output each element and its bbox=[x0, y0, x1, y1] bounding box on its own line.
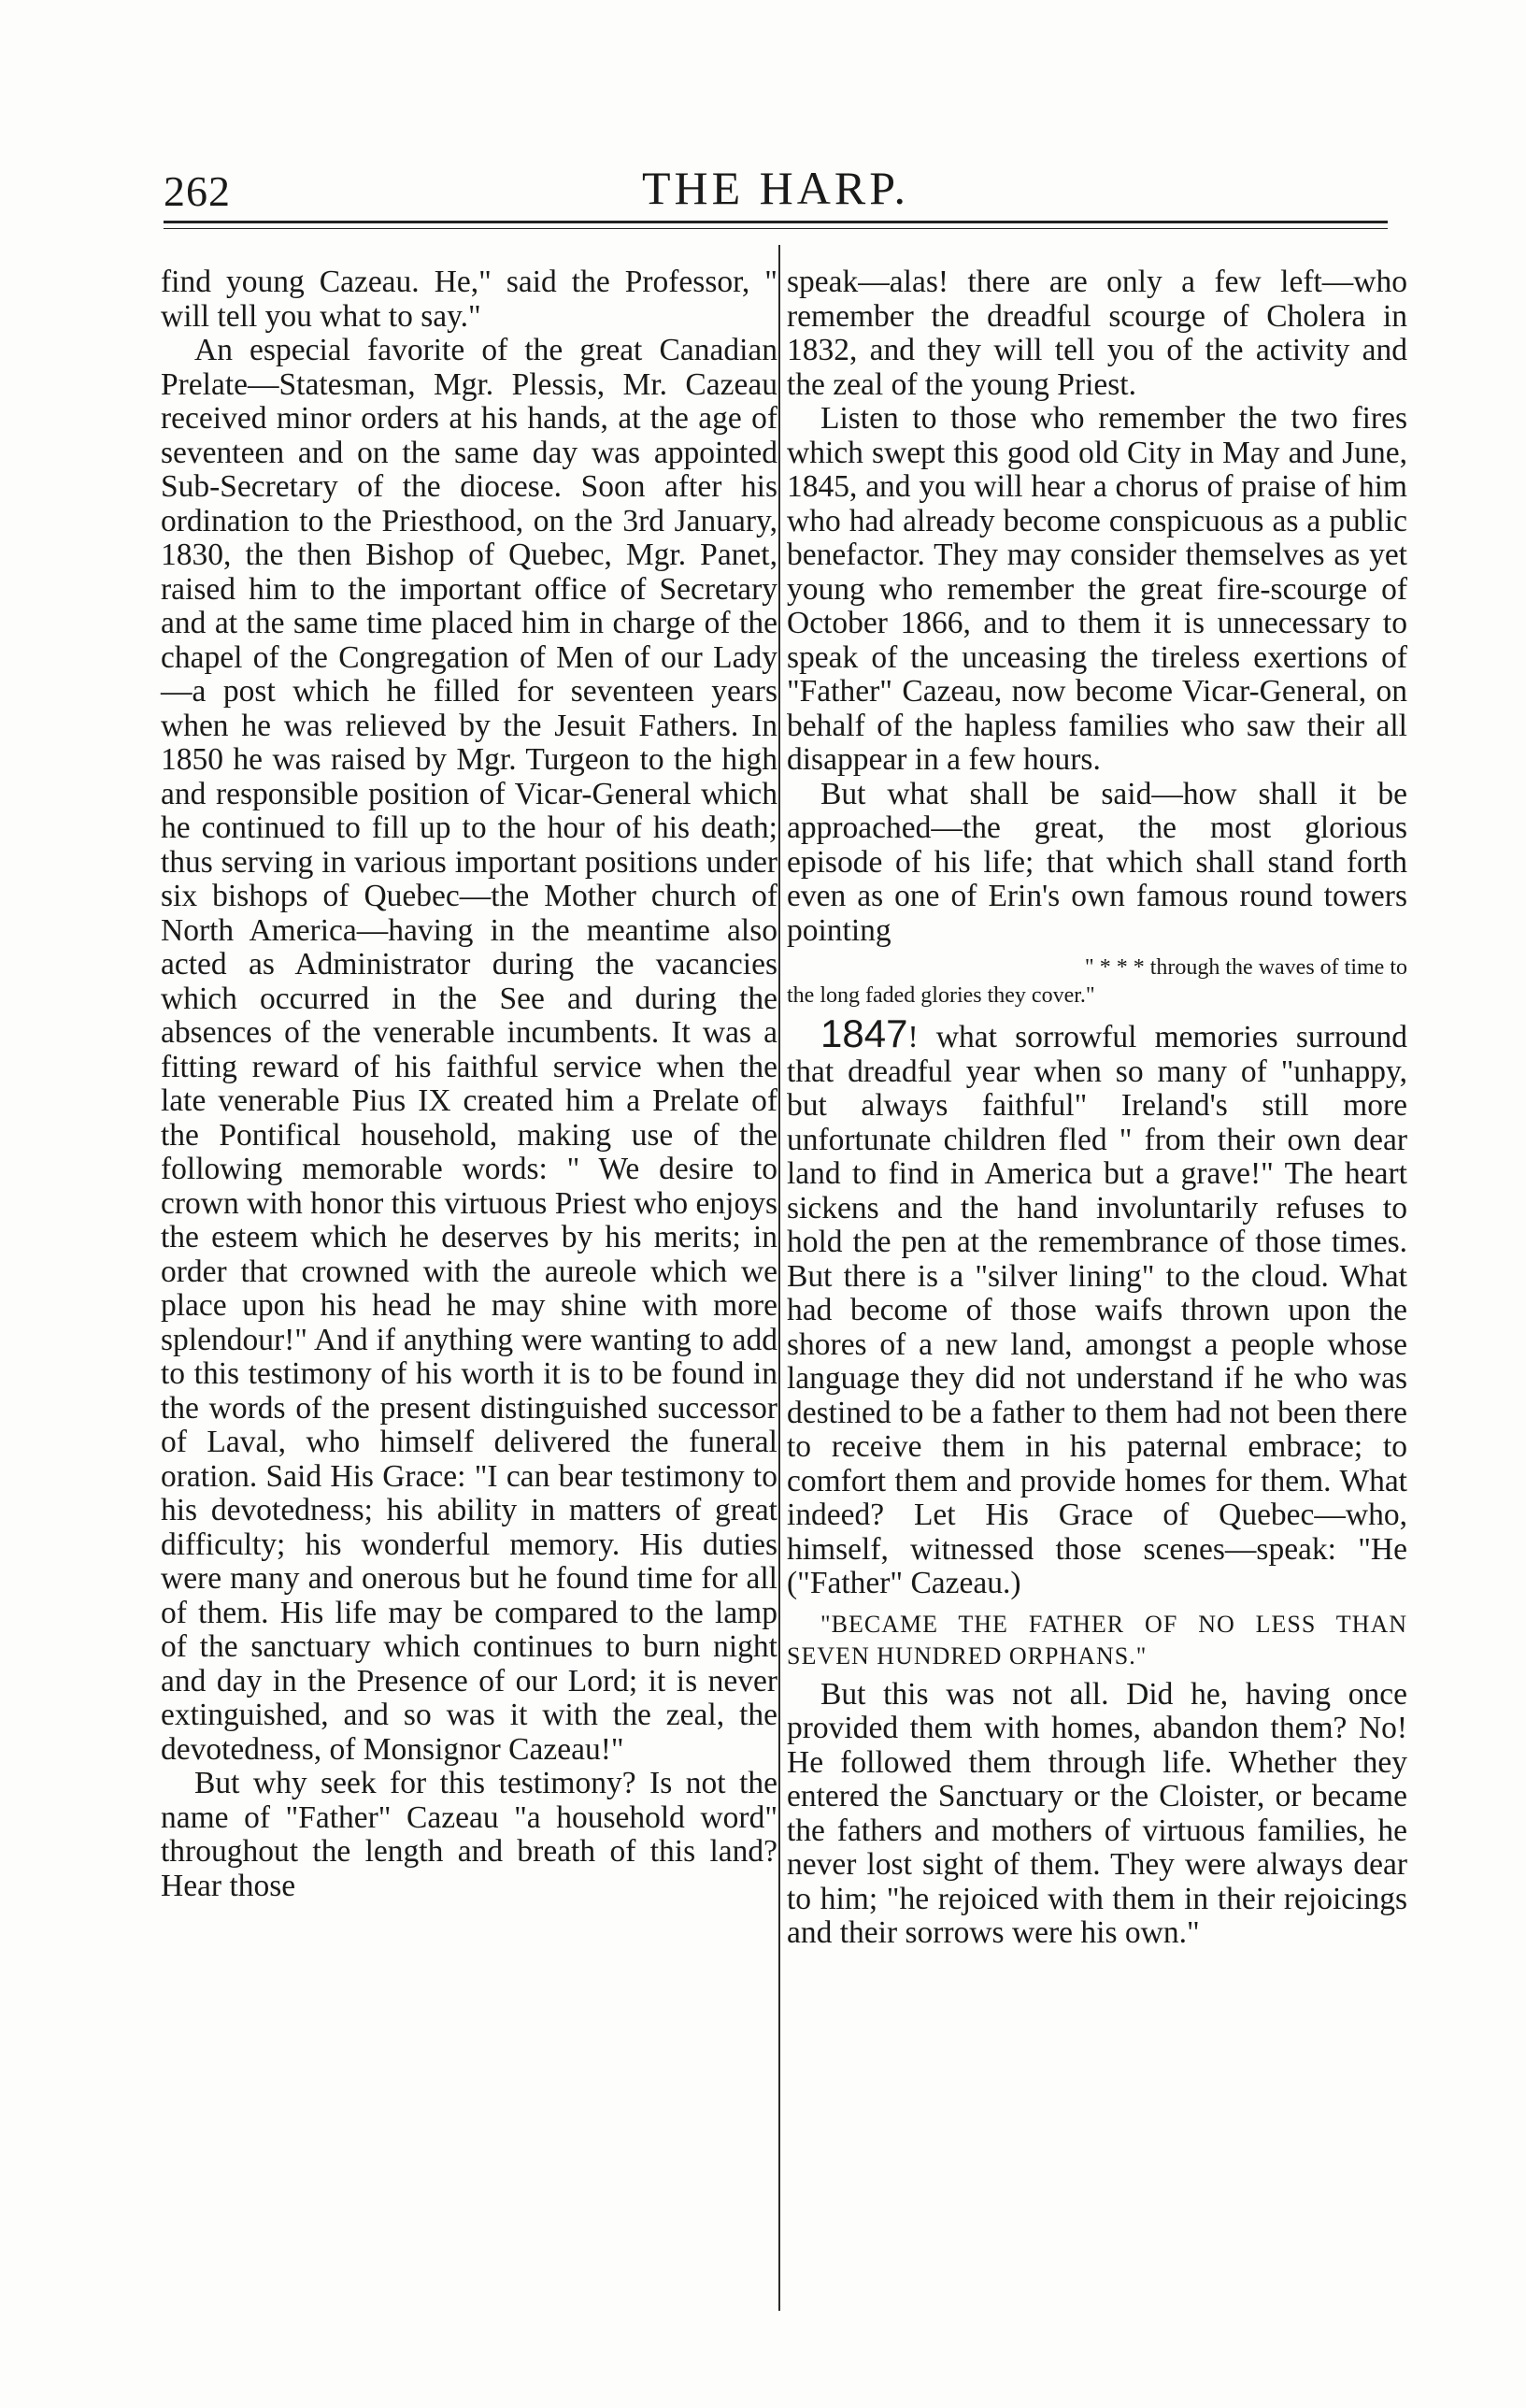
right-paragraph-5: But this was not all. Did he, having once provided them with homes, abandon them? No! He followed them through life. Whether they entered the Sanctuary or the Cloister, or became the fathers and mothers of virtuous families, he never lost sight of them. They were always dear to him; "he rejoiced with them in their rejoicings and their sorrows were his own." bbox=[787, 1676, 1407, 1950]
right-paragraph-4 bbox=[787, 1011, 1407, 1601]
left-column bbox=[161, 265, 777, 1903]
right-paragraph-4-text: ! what sorrowful memories surround that dreadful year when so many of "unhappy, but always faithful" Ireland's still more unfortunate children fled " from their own dear land to find in America but a grave!" The heart sickens and the hand involuntarily refuses to hold the pen at the remembrance of those times. But there is a "silver lining" to the cloud. What had become of those waifs thrown upon the shores of a new land, amongst a people whose language they did not understand if he who was destined to be a father to them had not been there to receive them in his paternal embrace; to comfort them and provide homes for them. What indeed? Let His Grace of Quebec—who, himself, witnessed those scenes—speak: "He ("Father" Cazeau.) bbox=[787, 1020, 1407, 1600]
right-paragraph-1: speak—alas! there are only a few left—who remember the dreadful scourge of Cholera in 1832, and they will tell you of the activity and the zeal of the young Priest. bbox=[787, 265, 1407, 402]
left-paragraph-2: An especial favorite of the great Canadian Prelate—Statesman, Mgr. Plessis, Mr. Cazeau received minor orders at his hands, at the age of seventeen and on the same day was appointed Sub-Secretary of the diocese. Soon after his ordination to the Priesthood, on the 3rd January, 1830, the then Bishop of Quebec, Mgr. Panet, raised him to the important office of Secretary and at the same time placed him in charge of the chapel of the Congregation of Men of our Lady—a post which he filled for seventeen years when he was relieved by the Jesuit Fathers. In 1850 he was raised by Mgr. Turgeon to the high and responsible position of Vicar-General which he continued to fill up to the hour of his death; thus serving in various important positions under six bishops of Quebec—the Mother church of North America—having in the meantime also acted as Administrator during the vacancies which occurred in the See and during the absences of the venerable incumbents. It was a fitting reward of his faithful service when the late venerable Pius IX created him a Prelate of the Pontifical household, making use of the following memorable words: " We desire to crown with honor this virtuous Priest who enjoys the esteem which he deserves by his merits; in order that crowned with the aureole which we place upon his head he may shine with more splendour!" And if anything were wanting to add to this testimony of his worth it is to be found in the words of the present distinguished successor of Laval, who himself delivered the funeral oration. Said His Grace: "I can bear testimony to his devotedness; his ability in matters of great difficulty; his wonderful memory. His duties were many and onerous but he found time for all of them. His life may be compared to the lamp of the sanctuary which continues to burn night and day in the Presence of our Lord; it is never extinguished, and so was it with the zeal, the devotedness, of Monsignor Cazeau!" bbox=[161, 333, 777, 1767]
right-paragraph-2: Listen to those who remember the two fires which swept this good old City in May and June, 1845, and you will hear a chorus of praise of him who had already become conspicuous as a public benefactor. They may consider themselves as yet young who remember the great fire-scourge of October 1866, and to them it is unnecessary to speak of the unceasing the tireless exertions of "Father" Cazeau, now become Vicar-General, on behalf of the hapless families who saw their all disappear in a few hours. bbox=[787, 401, 1407, 777]
page-header bbox=[164, 148, 1388, 222]
right-paragraph-3: But what shall be said—how shall it be approached—the great, the most glorious episode of his life; that which shall stand forth even as one of Erin's own famous round towers pointing bbox=[787, 776, 1407, 948]
header-rule-thick bbox=[164, 221, 1388, 223]
verse-line-1: " * * * through the waves of time to bbox=[1084, 955, 1407, 980]
running-title: THE HARP. bbox=[641, 162, 910, 214]
column-divider bbox=[778, 245, 780, 2311]
page-number: 262 bbox=[164, 167, 231, 215]
quoted-verse bbox=[787, 953, 1407, 1010]
left-paragraph-1: find young Cazeau. He," said the Professor, " will tell you what to say." bbox=[161, 265, 777, 334]
right-column bbox=[787, 265, 1407, 1951]
verse-line-2: the long faded glories they cover." bbox=[787, 983, 1095, 1008]
header-rule-thin bbox=[164, 228, 1388, 229]
year-1847: 1847 bbox=[820, 1011, 908, 1055]
left-paragraph-3: But why seek for this testimony? Is not the name of "Father" Cazeau "a household word" throughout the length and breath of this land? Hear those bbox=[161, 1766, 777, 1903]
orphans-quote: "BECAME THE FATHER OF NO LESS THAN SEVEN HUNDRED ORPHANS." bbox=[787, 1610, 1407, 1670]
